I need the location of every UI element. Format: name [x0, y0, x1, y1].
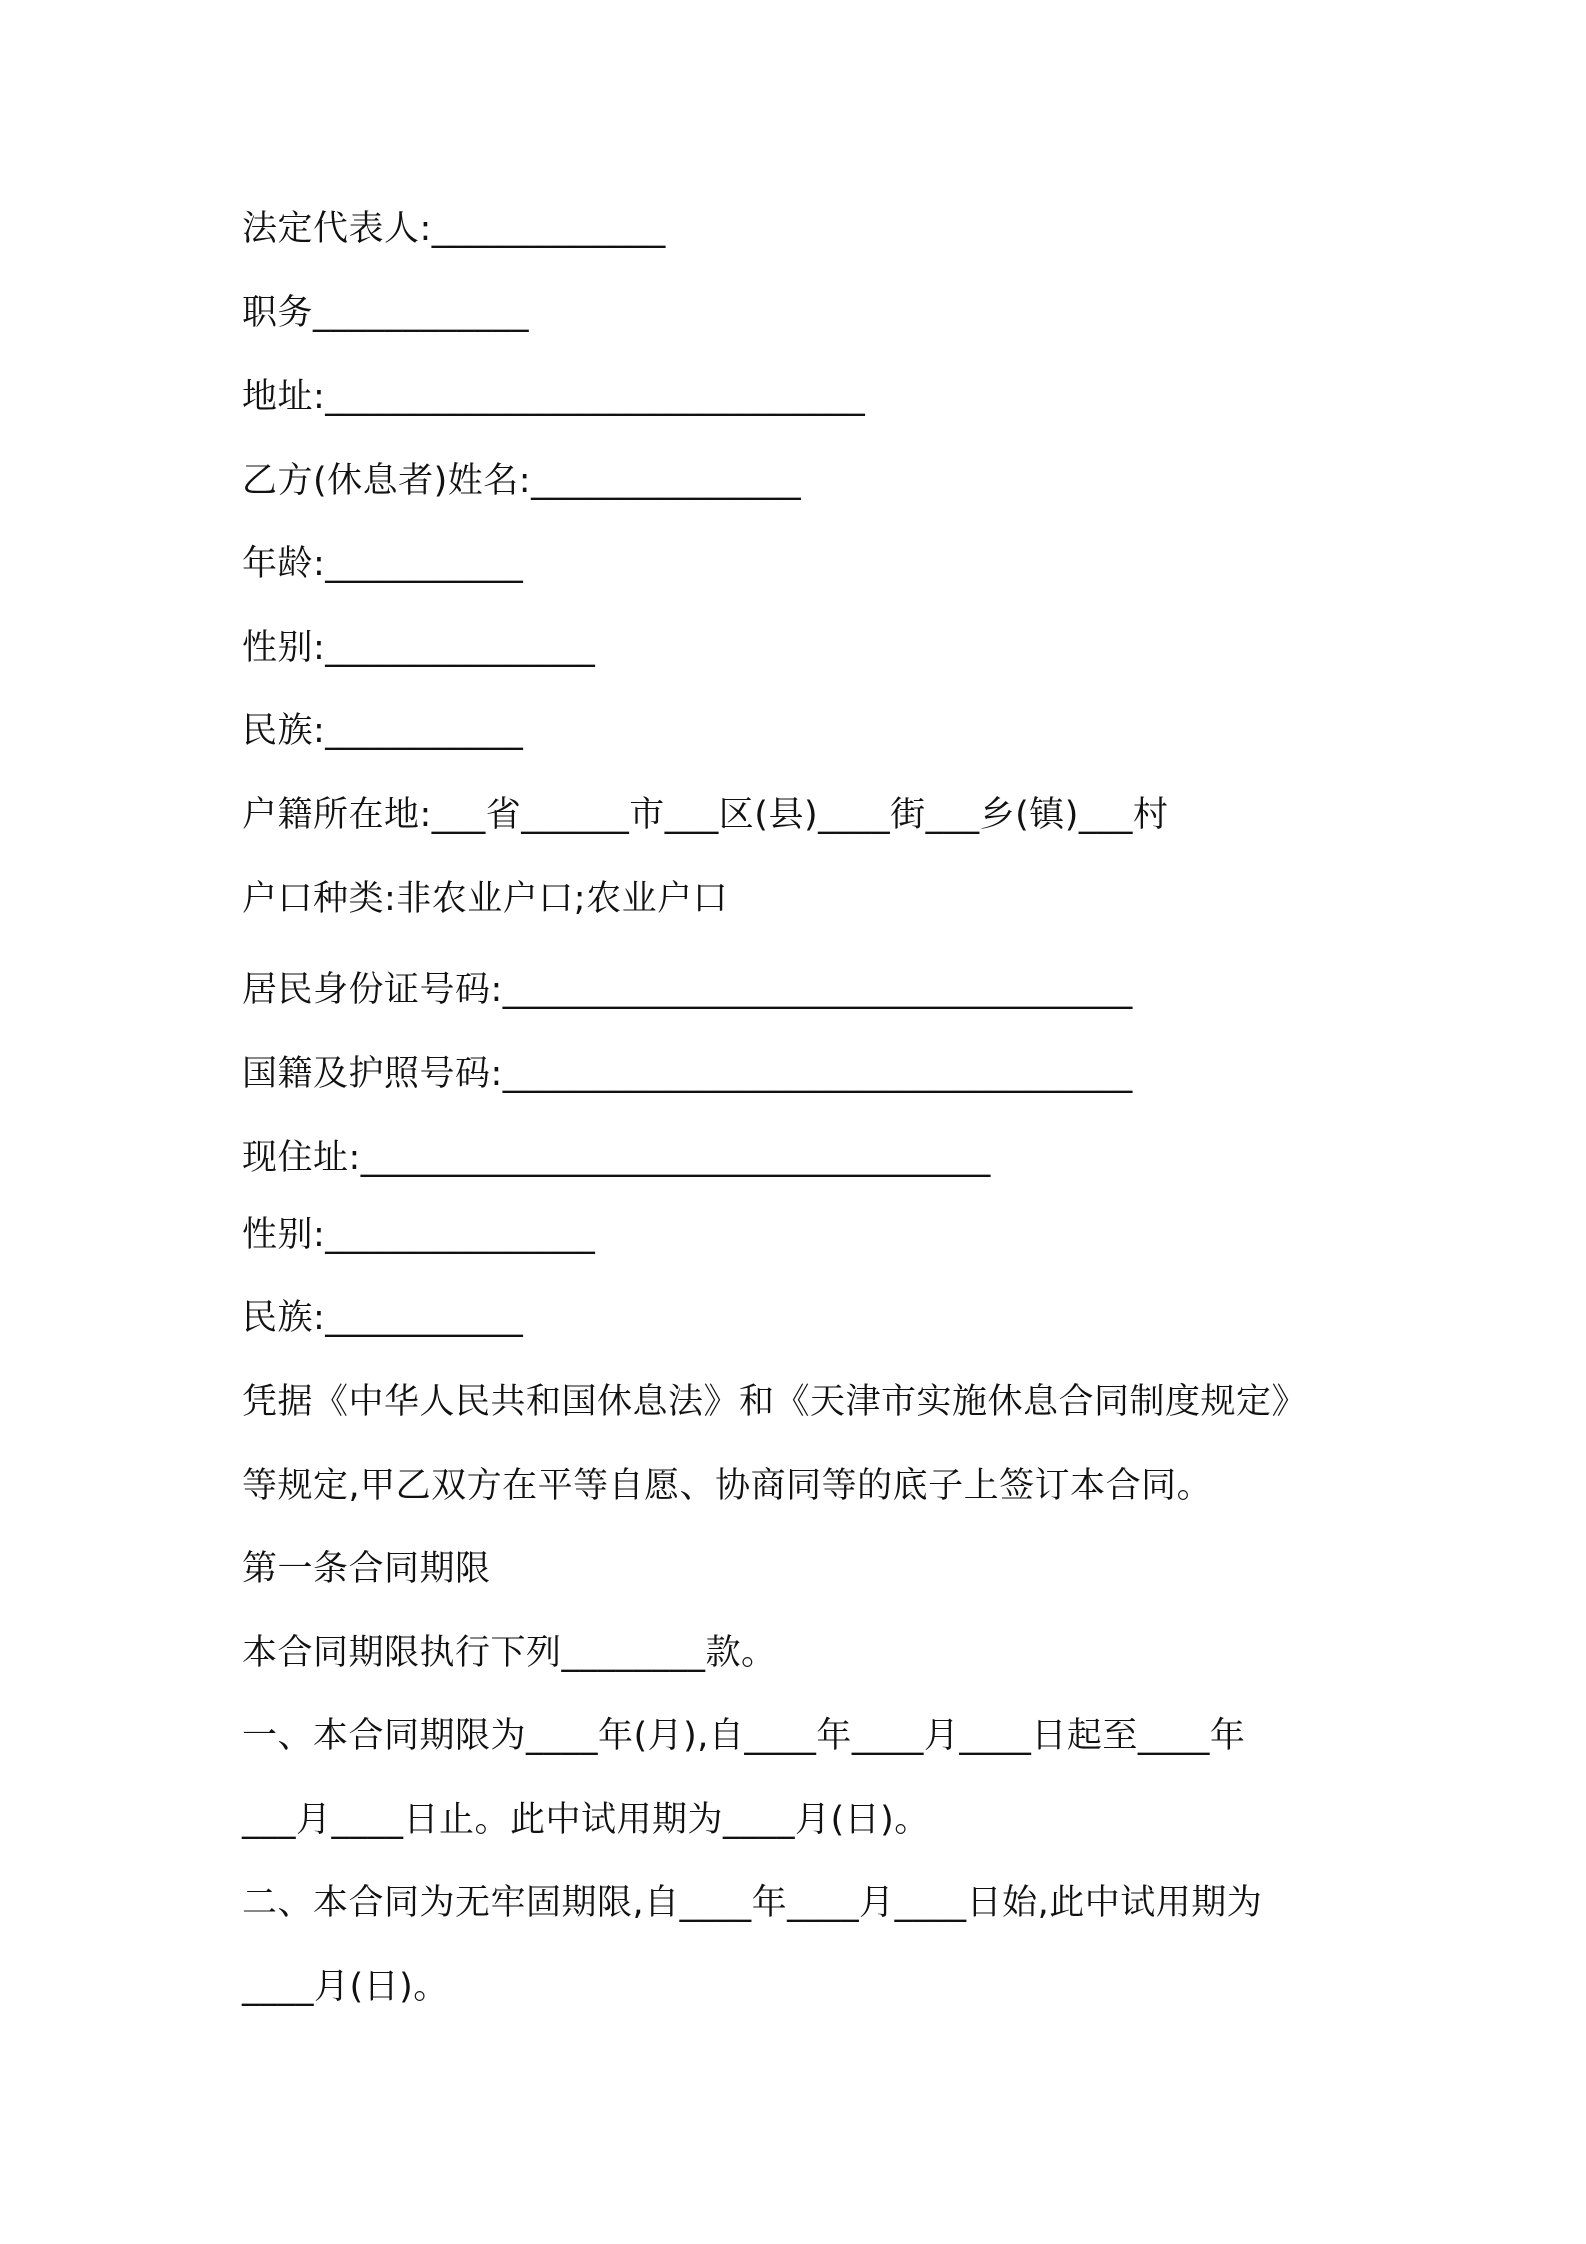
- open-term-line-2: ____月(日)。: [242, 1967, 449, 2007]
- nationality-passport-line: 国籍及护照号码:___________________________________: [242, 1054, 1133, 1094]
- fixed-term-line-2: ___月____日止。此中试用期为____月(日)。: [242, 1800, 930, 1840]
- article-one-heading: 第一条合同期限: [242, 1549, 491, 1589]
- current-address-line: 现住址:___________________________________: [242, 1138, 991, 1178]
- basis-paragraph-line-1: 凭据《中华人民共和国休息法》和《天津市实施休息合同制度规定》: [242, 1382, 1308, 1422]
- address-line: 地址:______________________________: [242, 377, 866, 417]
- party-b-name-line: 乙方(休息者)姓名:_______________: [242, 461, 802, 501]
- age-line: 年龄:___________: [242, 544, 524, 584]
- gender-line-2: 性别:_______________: [242, 1215, 596, 1255]
- open-term-line-1: 二、本合同为无牢固期限,自____年____月____日始,此中试用期为: [242, 1883, 1263, 1923]
- id-card-number-line: 居民身份证号码:___________________________________: [242, 970, 1133, 1010]
- ethnicity-line-2: 民族:___________: [242, 1298, 524, 1338]
- gender-line: 性别:_______________: [242, 628, 596, 668]
- household-type-line: 户口种类:非农业户口;农业户口: [242, 879, 729, 919]
- household-registration-line: 户籍所在地:___省______市___区(县)____街___乡(镇)___村: [242, 795, 1169, 835]
- ethnicity-line: 民族:___________: [242, 711, 524, 751]
- basis-paragraph-line-2: 等规定,甲乙双方在平等自愿、协商同等的底子上签订本合同。: [242, 1466, 1213, 1506]
- legal-representative-line: 法定代表人:_____________: [242, 209, 666, 249]
- position-line: 职务____________: [242, 293, 530, 333]
- contract-term-clause: 本合同期限执行下列________款。: [242, 1633, 777, 1673]
- fixed-term-line-1: 一、本合同期限为____年(月),自____年____月____日起至____年: [242, 1716, 1246, 1756]
